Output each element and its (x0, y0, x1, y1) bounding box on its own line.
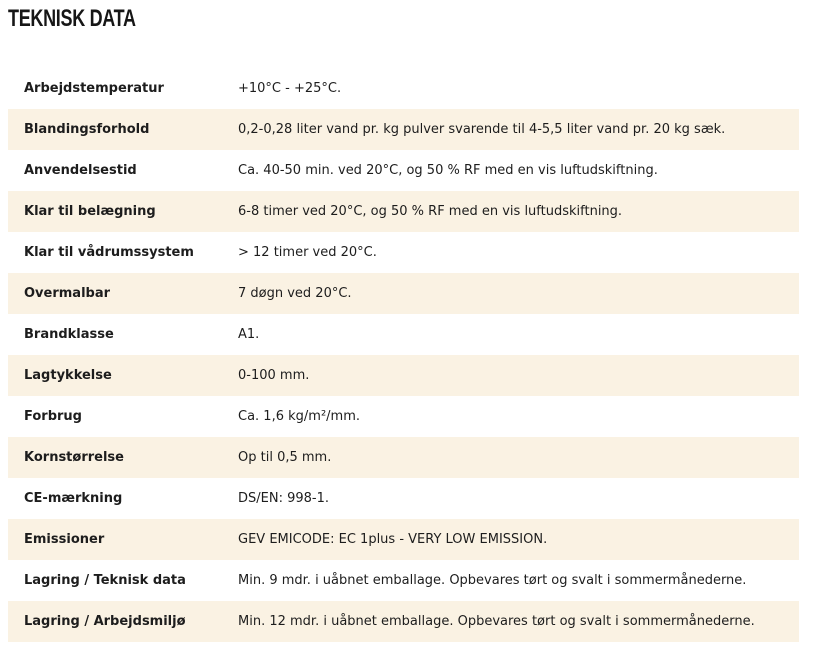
row-label: Lagring / Arbejdsmiljø (24, 614, 186, 629)
row-value: Ca. 1,6 kg/m²/mm. (238, 409, 360, 424)
row-value: Ca. 40-50 min. ved 20°C, og 50 % RF med en vis luftudskiftning. (238, 163, 658, 178)
row-value: Min. 12 mdr. i uåbnet emballage. Opbevares tørt og svalt i sommermånederne. (238, 614, 755, 629)
table-row (8, 560, 799, 601)
row-value: > 12 timer ved 20°C. (238, 245, 377, 260)
table-row (8, 232, 799, 273)
row-label: Klar til belægning (24, 204, 156, 219)
table-row (8, 355, 799, 396)
row-label: Overmalbar (24, 286, 111, 301)
page-title: TEKNISK DATA (8, 5, 136, 32)
row-label: Lagring / Teknisk data (24, 573, 186, 588)
row-label: Blandingsforhold (24, 122, 150, 137)
table-row (8, 478, 799, 519)
row-value: GEV EMICODE: EC 1plus - VERY LOW EMISSION. (238, 532, 548, 547)
row-value: 0-100 mm. (238, 368, 310, 383)
row-label: Arbejdstemperatur (24, 81, 164, 96)
row-label: Lagtykkelse (24, 368, 112, 383)
row-value: DS/EN: 998-1. (238, 491, 329, 506)
table-row (8, 68, 799, 109)
row-label: Forbrug (24, 409, 82, 424)
table-row (8, 150, 799, 191)
row-value: +10°C - +25°C. (238, 81, 342, 96)
row-value: Op til 0,5 mm. (238, 450, 332, 465)
table-row (8, 519, 799, 560)
technical-data-table (8, 68, 799, 642)
row-label: CE-mærkning (24, 491, 123, 506)
row-value: 6-8 timer ved 20°C, og 50 % RF med en vis luftudskiftning. (238, 204, 623, 219)
row-label: Kornstørrelse (24, 450, 124, 465)
row-label: Anvendelsestid (24, 163, 137, 178)
table-row (8, 273, 799, 314)
table-row (8, 314, 799, 355)
row-value: A1. (238, 327, 260, 342)
row-label: Klar til vådrumssystem (24, 245, 194, 260)
table-row (8, 437, 799, 478)
row-value: 7 døgn ved 20°C. (238, 286, 352, 301)
row-value: Min. 9 mdr. i uåbnet emballage. Opbevares tørt og svalt i sommermånederne. (238, 573, 747, 588)
table-row (8, 191, 799, 232)
table-row (8, 601, 799, 642)
table-row (8, 396, 799, 437)
row-label: Emissioner (24, 532, 105, 547)
table-row (8, 109, 799, 150)
row-label: Brandklasse (24, 327, 114, 342)
row-value: 0,2-0,28 liter vand pr. kg pulver svarende til 4-5,5 liter vand pr. 20 kg sæk. (238, 122, 726, 137)
